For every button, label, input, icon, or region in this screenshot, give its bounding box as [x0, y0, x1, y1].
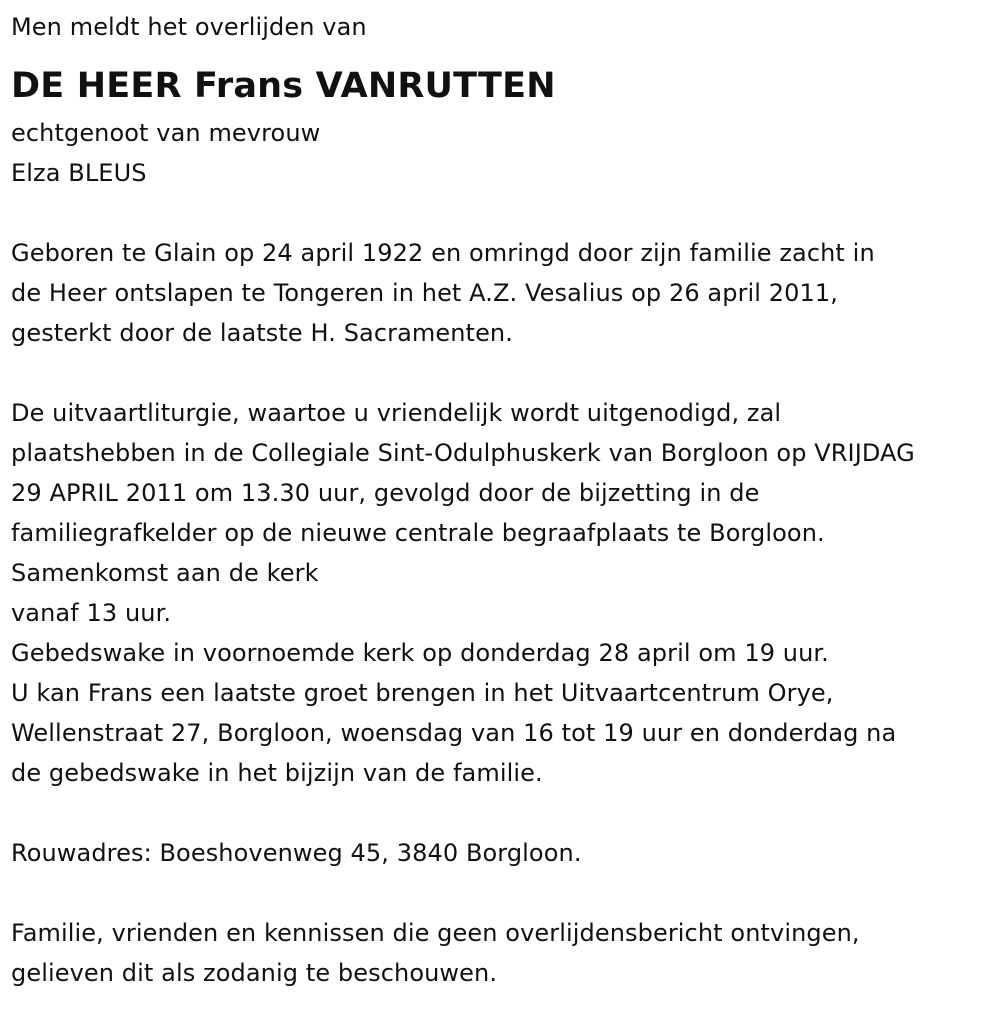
- mourning-address: Rouwadres: Boeshovenweg 45, 3840 Borgloon.: [11, 839, 582, 867]
- paragraph-gap: [11, 793, 996, 833]
- paragraph-line: Familie, vrienden en kennissen die geen overlijdensbericht ontvingen,: [11, 919, 860, 947]
- paragraph-line: 29 APRIL 2011 om 13.30 uur, gevolgd door de bijzetting in de: [11, 479, 760, 507]
- paragraph-gap: [11, 353, 996, 393]
- paragraph-line: Geboren te Glain op 24 april 1922 en omringd door zijn familie zacht in: [11, 239, 875, 267]
- obituary-notice: [11, 7, 996, 993]
- paragraph-line: de gebedswake in het bijzijn van de familie.: [11, 759, 543, 787]
- paragraph-line: Wellenstraat 27, Borgloon, woensdag van 16 tot 19 uur en donderdag na: [11, 719, 897, 747]
- paragraph-line: familiegrafkelder op de nieuwe centrale begraafplaats te Borgloon.: [11, 519, 825, 547]
- paragraph-line: U kan Frans een laatste groet brengen in het Uitvaartcentrum Orye,: [11, 679, 834, 707]
- paragraph-line: gesterkt door de laatste H. Sacramenten.: [11, 319, 513, 347]
- birth-death-paragraph: [11, 233, 996, 353]
- paragraph-gap: [11, 193, 996, 233]
- closing-paragraph: [11, 913, 996, 993]
- paragraph-line: De uitvaartliturgie, waartoe u vriendelijk wordt uitgenodigd, zal: [11, 399, 782, 427]
- deceased-name: DE HEER Frans VANRUTTEN: [11, 66, 556, 106]
- paragraph-line: vanaf 13 uur.: [11, 599, 172, 627]
- paragraph-gap: [11, 873, 996, 913]
- spouse-line-2: Elza BLEUS: [11, 159, 147, 187]
- paragraph-line: Samenkomst aan de kerk: [11, 559, 319, 587]
- spouse-line-1: echtgenoot van mevrouw: [11, 119, 321, 147]
- paragraph-line: Gebedswake in voornoemde kerk op donderdag 28 april om 19 uur.: [11, 639, 829, 667]
- intro-text: Men meldt het overlijden van: [11, 13, 367, 41]
- paragraph-line: plaatshebben in de Collegiale Sint-Odulphuskerk van Borgloon op VRIJDAG: [11, 439, 915, 467]
- paragraph-line: de Heer ontslapen te Tongeren in het A.Z. Vesalius op 26 april 2011,: [11, 279, 839, 307]
- funeral-paragraph: [11, 393, 996, 793]
- paragraph-line: gelieven dit als zodanig te beschouwen.: [11, 959, 498, 987]
